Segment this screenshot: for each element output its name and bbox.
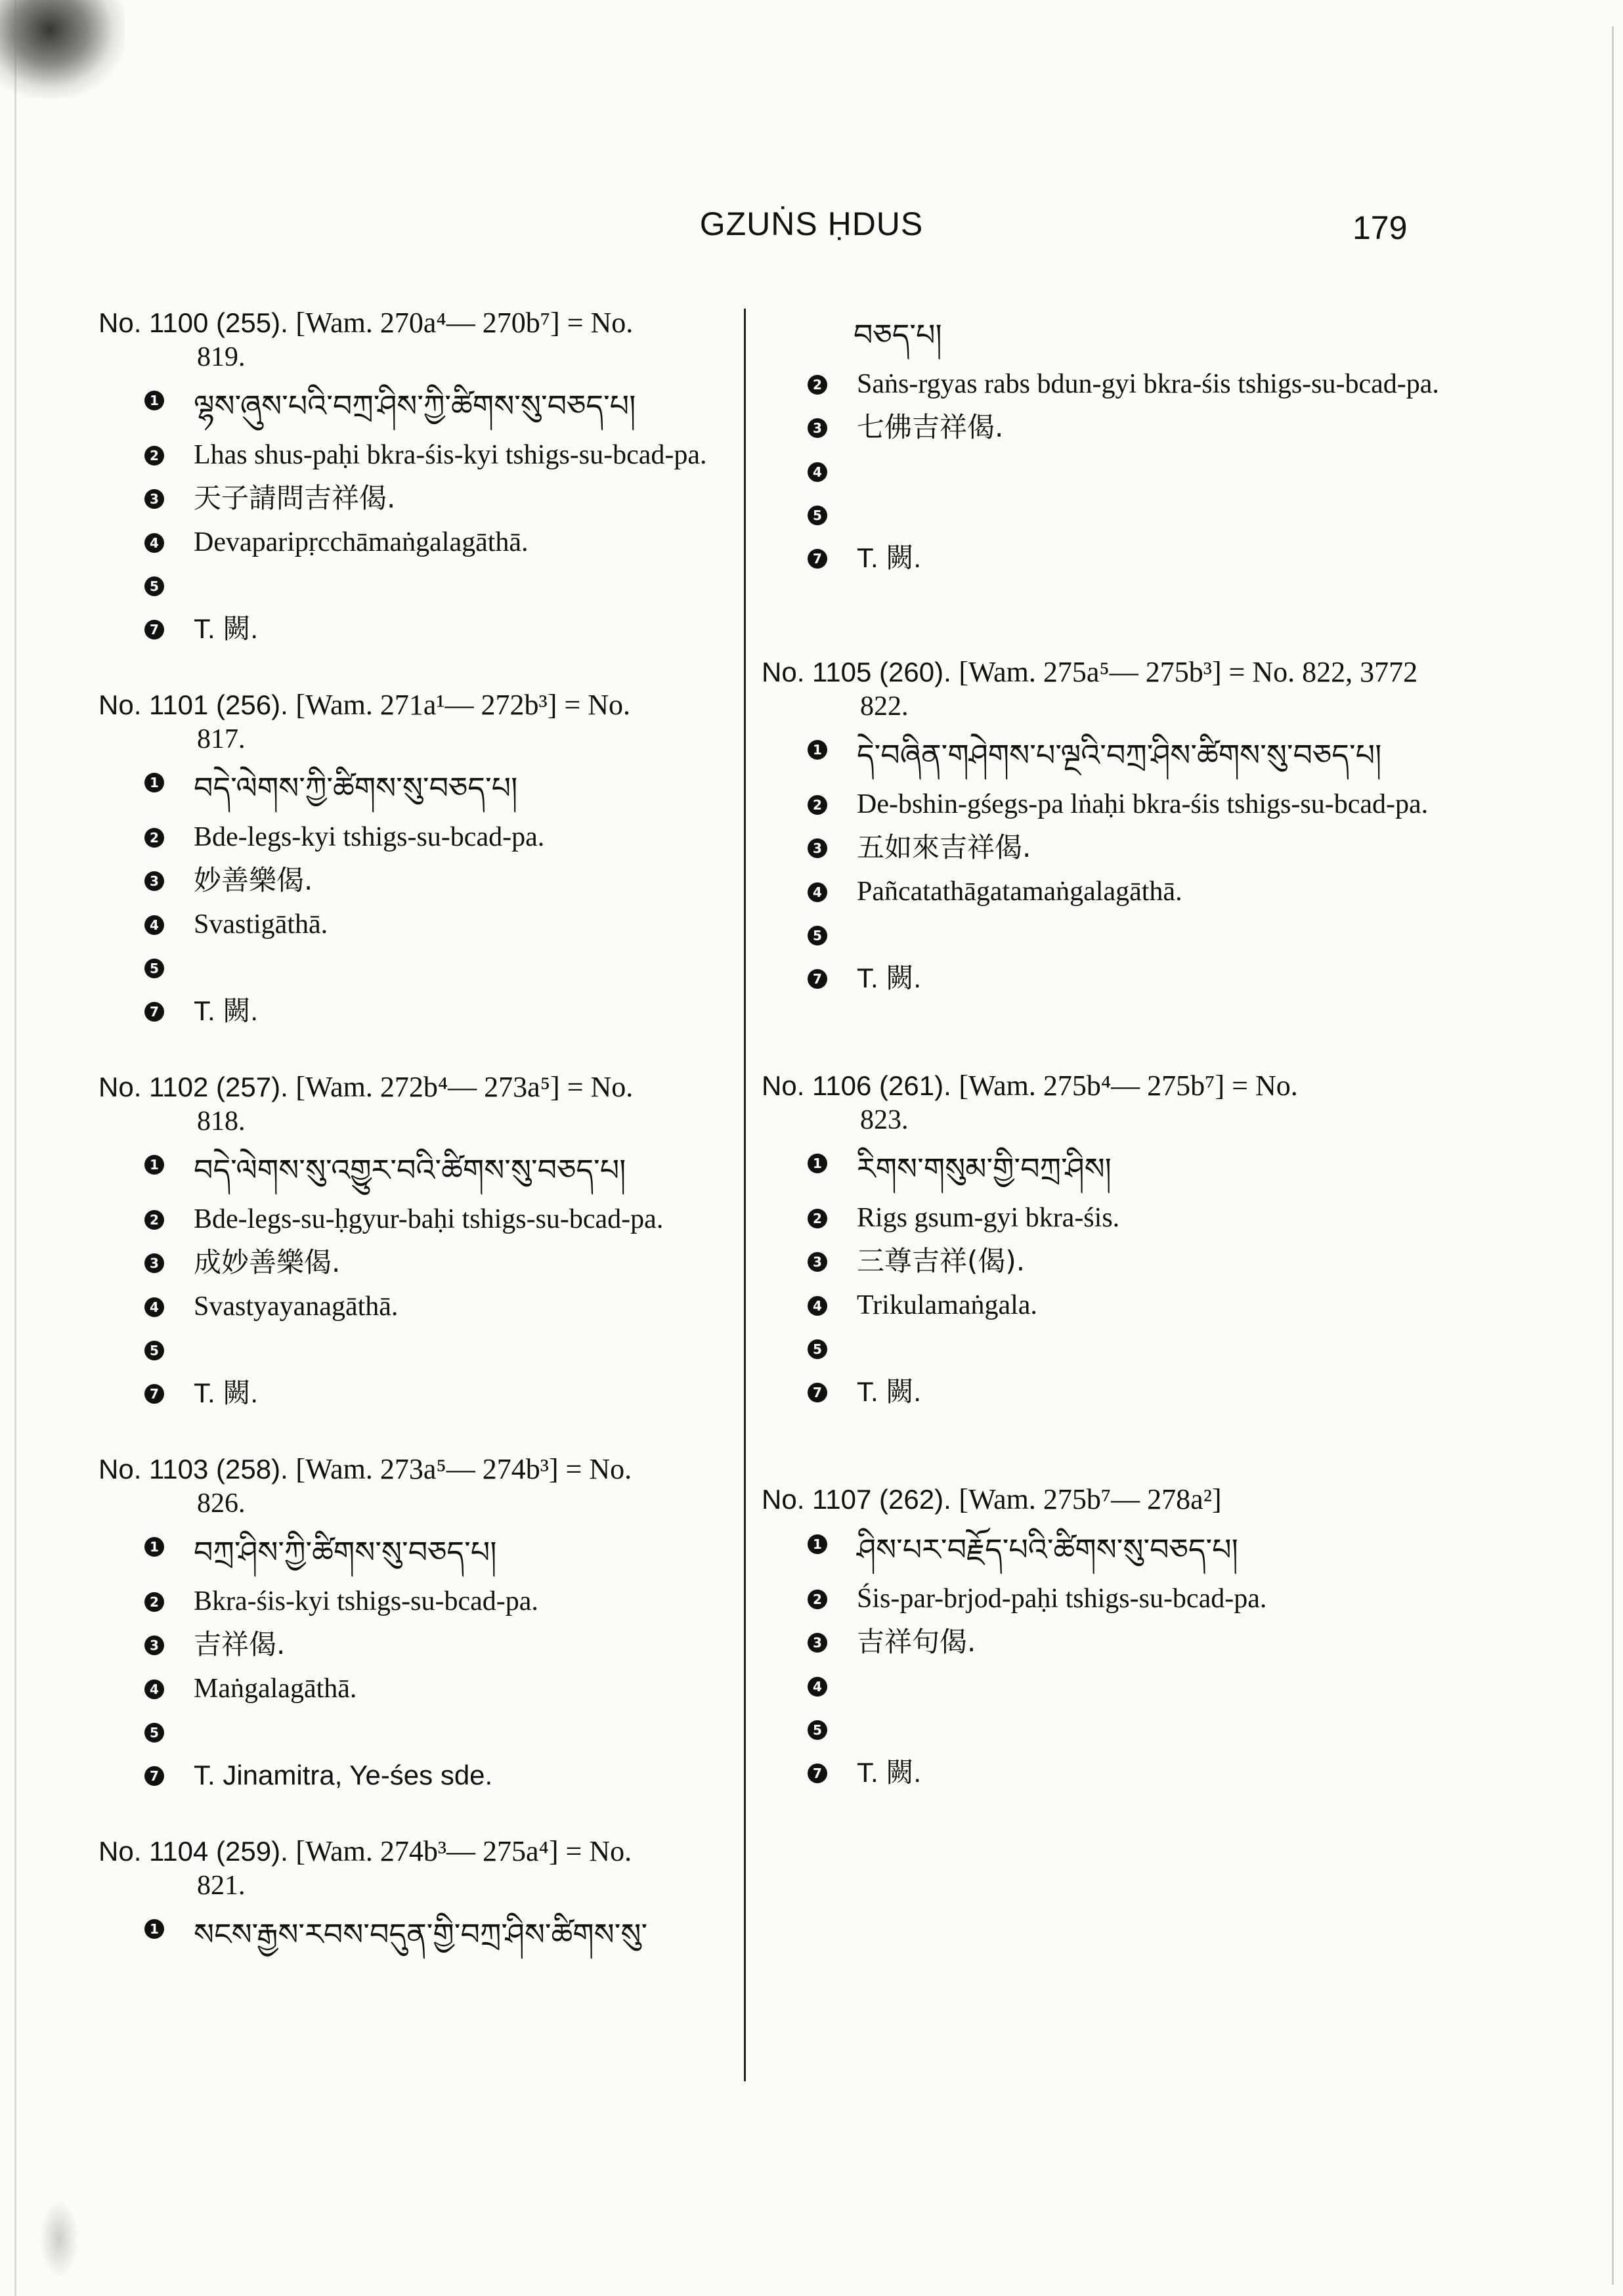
entry-field-7: [98, 1758, 742, 1793]
scan-edge-line-right: [1612, 26, 1614, 2285]
field-text: Devaparipṛcchāmaṅgalagāthā.: [194, 527, 529, 557]
entry-number-label: No.: [98, 1072, 150, 1102]
scan-edge-line: [14, 0, 16, 2296]
catalog-entry: [762, 655, 1563, 996]
entry-reference: [Wam. 275b⁴— 275b⁷] = No.: [959, 1070, 1298, 1102]
field-number-bullet: 7: [808, 1383, 827, 1402]
entry-heading: [98, 1070, 742, 1105]
entry-number: 1101: [149, 689, 209, 720]
field-number-bullet: 5: [808, 1720, 827, 1740]
entry-number: 1100: [149, 307, 209, 338]
entry-field-4: [98, 1672, 742, 1706]
catalog-entry: [98, 1834, 742, 1957]
entry-field-1: [762, 1146, 1563, 1192]
entry-number: 1104: [149, 1836, 209, 1867]
field-text: ལྷས་ཞུས་པའི་བཀྲ་ཤིས་ཀྱི་ཚིགས་སུ་བཅད་པ།: [194, 388, 636, 423]
field-text: Bkra-śis-kyi tshigs-su-bcad-pa.: [194, 1586, 538, 1616]
entry-number-label: No.: [98, 1454, 150, 1484]
field-number-bullet: 4: [144, 1679, 164, 1699]
field-number-bullet: 3: [808, 1252, 827, 1272]
field-text: T. 闕.: [194, 1377, 259, 1408]
entry-heading: [98, 1452, 742, 1487]
field-text: Śis-par-brjod-paḥi tshigs-su-bcad-pa.: [857, 1584, 1267, 1614]
field-number-bullet: 7: [808, 1764, 827, 1783]
entry-heading: [98, 305, 742, 341]
entry-field-2: [98, 438, 742, 472]
entry-reference: [Wam. 270a⁴— 270b⁷] = No.: [295, 307, 634, 339]
field-number-bullet: 2: [808, 1209, 827, 1228]
entry-paren-number: (259).: [208, 1836, 296, 1867]
field-number-bullet: 1: [808, 1534, 827, 1554]
field-text: 七佛吉祥偈.: [857, 411, 1004, 443]
entry-number-label: No.: [98, 689, 150, 720]
field-text: 妙善樂偈.: [194, 864, 313, 896]
field-number-bullet: 5: [808, 506, 827, 525]
tibetan-title-continued: [762, 312, 1563, 358]
field-number-bullet: 3: [144, 489, 164, 509]
entry-number: 1102: [149, 1072, 209, 1102]
entry-number-label: No.: [98, 307, 150, 338]
entry-field-4: [98, 525, 742, 559]
running-header: GZUṄS ḤDUS: [699, 206, 924, 242]
field-number-bullet: 5: [144, 1341, 164, 1360]
entry-reference-continued: 826.: [197, 1488, 246, 1519]
entry-field-4: [98, 907, 742, 942]
entry-field-4: [762, 454, 1563, 488]
entry-field-2: [762, 1582, 1563, 1616]
entry-paren-number: (255).: [208, 307, 296, 338]
entry-paren-number: (262).: [871, 1484, 959, 1515]
field-number-bullet: 3: [808, 838, 827, 858]
column-divider: [744, 309, 746, 2081]
entry-paren-number: (258).: [208, 1454, 296, 1484]
entry-field-2: [98, 1202, 742, 1236]
field-number-bullet: 7: [808, 969, 827, 989]
entry-paren-number: (260).: [871, 657, 959, 687]
page-number: 179: [1352, 209, 1408, 246]
field-text: T. Jinamitra, Ye-śes sde.: [194, 1760, 493, 1790]
field-text: བཀྲ་ཤིས་ཀྱི་ཚིགས་སུ་བཅད་པ།: [194, 1534, 497, 1570]
field-number-bullet: 2: [144, 446, 164, 466]
entry-field-5: [762, 1332, 1563, 1366]
entry-field-3: [98, 863, 742, 898]
field-text: དེ་བཞིན་གཤེགས་པ་ལྔའི་བཀྲ་ཤིས་ཚིགས་སུ་བཅད་པ།: [857, 737, 1382, 773]
entry-heading: [98, 687, 742, 723]
entry-paren-number: (261).: [871, 1070, 959, 1101]
field-number-bullet: 1: [144, 1919, 164, 1939]
entry-field-5: [98, 951, 742, 985]
entry-field-5: [762, 498, 1563, 532]
entry-number-label: No.: [762, 657, 813, 687]
entry-reference: [Wam. 275a⁵— 275b³] = No. 822, 3772: [959, 656, 1418, 688]
field-number-bullet: 2: [144, 1592, 164, 1612]
field-text: Bde-legs-kyi tshigs-su-bcad-pa.: [194, 822, 545, 852]
field-number-bullet: 1: [144, 391, 164, 410]
entry-field-2: [762, 367, 1563, 401]
entry-field-7: [98, 612, 742, 647]
entry-field-3: [762, 1625, 1563, 1660]
tibetan-text: བཅད་པ།: [854, 317, 942, 353]
field-text: Saṅs-rgyas rabs bdun-gyi bkra-śis tshigs-su-bcad-pa.: [857, 369, 1439, 399]
field-text: Maṅgalagāthā.: [194, 1674, 357, 1704]
entry-number: 1106: [812, 1070, 872, 1101]
catalog-entry: [762, 1482, 1563, 1790]
field-number-bullet: 7: [144, 620, 164, 639]
entry-reference-continued: 823.: [860, 1105, 909, 1135]
entry-field-4: [98, 1289, 742, 1324]
entry-field-4: [762, 1669, 1563, 1703]
field-number-bullet: 5: [144, 959, 164, 978]
scan-speck: [39, 2199, 79, 2278]
entry-paren-number: (256).: [208, 689, 296, 720]
catalog-entry: [98, 1452, 742, 1793]
field-number-bullet: 4: [808, 1677, 827, 1697]
field-text: T. 闕.: [194, 995, 259, 1026]
field-number-bullet: 4: [144, 915, 164, 935]
field-text: T. 闕.: [857, 1376, 922, 1407]
entry-field-7: [762, 541, 1563, 576]
entry-field-2: [98, 1584, 742, 1618]
entry-field-5: [98, 1715, 742, 1749]
field-number-bullet: 5: [144, 1723, 164, 1743]
entry-field-1: [98, 765, 742, 811]
entry-field-4: [762, 875, 1563, 909]
entry-field-7: [762, 961, 1563, 996]
field-text: Trikulamaṅgala.: [857, 1290, 1037, 1320]
field-text: སངས་རྒྱས་རབས་བདུན་གྱི་བཀྲ་ཤིས་ཚིགས་སུ་: [194, 1917, 648, 1952]
field-text: De-bshin-gśegs-pa lṅaḥi bkra-śis tshigs-su-bcad-pa.: [857, 789, 1429, 819]
field-number-bullet: 7: [144, 1766, 164, 1786]
field-text: Lhas shus-paḥi bkra-śis-kyi tshigs-su-bcad-pa.: [194, 440, 707, 470]
field-text: Svastyayanagāthā.: [194, 1291, 399, 1322]
field-text: Svastigāthā.: [194, 909, 328, 940]
entry-reference: [Wam. 273a⁵— 274b³] = No.: [295, 1453, 632, 1485]
entry-reference-continued: 822.: [860, 691, 909, 722]
entry-number: 1105: [812, 657, 872, 687]
catalog-entry: [98, 1070, 742, 1411]
field-text: བདེ་ལེགས་ཀྱི་ཚིགས་སུ་བཅད་པ།: [194, 770, 518, 806]
field-text: བདེ་ལེགས་སུ་འགྱུར་བའི་ཚིགས་སུ་བཅད་པ།: [194, 1152, 626, 1188]
entry-reference-continued: 817.: [197, 724, 246, 754]
entry-field-4: [762, 1288, 1563, 1322]
field-number-bullet: 1: [808, 1154, 827, 1173]
field-text: T. 闕.: [857, 963, 922, 993]
field-number-bullet: 7: [144, 1002, 164, 1022]
field-number-bullet: 4: [144, 1297, 164, 1317]
entry-number: 1103: [149, 1454, 209, 1484]
entry-reference: [Wam. 272b⁴— 273a⁵] = No.: [295, 1071, 634, 1103]
field-number-bullet: 2: [144, 828, 164, 848]
entry-field-1: [762, 1527, 1563, 1572]
field-text: Rigs gsum-gyi bkra-śis.: [857, 1203, 1120, 1233]
entry-field-3: [762, 1244, 1563, 1279]
field-number-bullet: 3: [808, 418, 827, 438]
continued-entry: [762, 312, 1563, 576]
entry-field-3: [762, 410, 1563, 445]
entry-field-2: [762, 1201, 1563, 1235]
field-text: 成妙善樂偈.: [194, 1246, 341, 1278]
entry-number-label: No.: [762, 1070, 813, 1101]
field-number-bullet: 2: [144, 1210, 164, 1230]
entry-reference: [Wam. 274b³— 275a⁴] = No.: [295, 1835, 632, 1867]
field-text: 吉祥句偈.: [857, 1626, 976, 1658]
entry-field-7: [98, 994, 742, 1029]
entry-heading: [98, 1834, 742, 1869]
entry-field-3: [98, 481, 742, 516]
field-number-bullet: 1: [144, 1537, 164, 1557]
entry-field-1: [98, 1147, 742, 1193]
field-number-bullet: 3: [144, 1635, 164, 1655]
field-text: T. 闕.: [194, 613, 259, 644]
entry-field-1: [98, 1529, 742, 1575]
entry-field-5: [762, 1712, 1563, 1746]
entry-field-7: [762, 1756, 1563, 1790]
entry-field-2: [762, 787, 1563, 821]
field-number-bullet: 2: [808, 1590, 827, 1609]
field-text: རིགས་གསུམ་གྱི་བཀྲ་ཤིས།: [857, 1151, 1112, 1186]
field-text: 三尊吉祥(偈).: [857, 1245, 1026, 1277]
field-number-bullet: 1: [808, 740, 827, 760]
entry-reference-continued: 818.: [197, 1106, 246, 1137]
catalog-entry: [98, 687, 742, 1029]
catalog-entry: [762, 1068, 1563, 1410]
field-number-bullet: 5: [808, 926, 827, 945]
entry-field-7: [98, 1376, 742, 1411]
entry-reference-continued: 819.: [197, 342, 246, 372]
entry-paren-number: (257).: [208, 1072, 296, 1102]
entry-reference: [Wam. 271a¹— 272b³] = No.: [295, 689, 630, 721]
catalog-entry: [98, 305, 742, 647]
field-number-bullet: 3: [144, 1253, 164, 1273]
field-number-bullet: 4: [808, 1296, 827, 1316]
field-number-bullet: 7: [808, 549, 827, 569]
field-number-bullet: 1: [144, 773, 164, 792]
field-text: Bde-legs-su-ḥgyur-baḥi tshigs-su-bcad-pa.: [194, 1204, 664, 1234]
field-number-bullet: 5: [144, 576, 164, 596]
field-number-bullet: 5: [808, 1339, 827, 1359]
entry-field-3: [98, 1628, 742, 1662]
entry-number: 1107: [812, 1484, 872, 1515]
entry-reference-continued: 821.: [197, 1871, 246, 1901]
field-number-bullet: 4: [808, 882, 827, 902]
entry-number-label: No.: [762, 1484, 813, 1515]
scan-smudge: [0, 0, 125, 98]
entry-number-label: No.: [98, 1836, 150, 1867]
entry-field-5: [762, 918, 1563, 952]
entry-heading: [762, 1482, 1563, 1517]
field-number-bullet: 7: [144, 1384, 164, 1404]
entry-field-3: [98, 1245, 742, 1280]
left-column: [98, 305, 742, 1998]
field-number-bullet: 3: [808, 1633, 827, 1653]
entry-field-1: [762, 732, 1563, 778]
right-column: [762, 318, 1563, 1863]
entry-field-5: [98, 569, 742, 603]
entry-heading: [762, 1068, 1563, 1104]
field-number-bullet: 2: [808, 795, 827, 815]
field-number-bullet: 3: [144, 871, 164, 891]
entry-field-1: [98, 1911, 742, 1957]
entry-field-3: [762, 831, 1563, 865]
field-text: 五如來吉祥偈.: [857, 831, 1031, 863]
field-number-bullet: 4: [808, 462, 827, 482]
field-text: 吉祥偈.: [194, 1628, 286, 1660]
field-text: ཤིས་པར་བརྗོད་པའི་ཚིགས་སུ་བཅད་པ།: [857, 1532, 1238, 1567]
field-number-bullet: 4: [144, 533, 164, 553]
field-text: 天子請問吉祥偈.: [194, 482, 396, 514]
entry-field-5: [98, 1333, 742, 1367]
field-number-bullet: 2: [808, 375, 827, 395]
entry-field-7: [762, 1375, 1563, 1410]
field-number-bullet: 1: [144, 1155, 164, 1175]
field-text: T. 闕.: [857, 542, 922, 573]
entry-reference: [Wam. 275b⁷— 278a²]: [959, 1483, 1222, 1515]
field-text: T. 闕.: [857, 1757, 922, 1788]
entry-heading: [762, 655, 1563, 690]
entry-field-1: [98, 383, 742, 429]
entry-field-2: [98, 820, 742, 854]
field-text: Pañcatathāgatamaṅgalagāthā.: [857, 877, 1182, 907]
